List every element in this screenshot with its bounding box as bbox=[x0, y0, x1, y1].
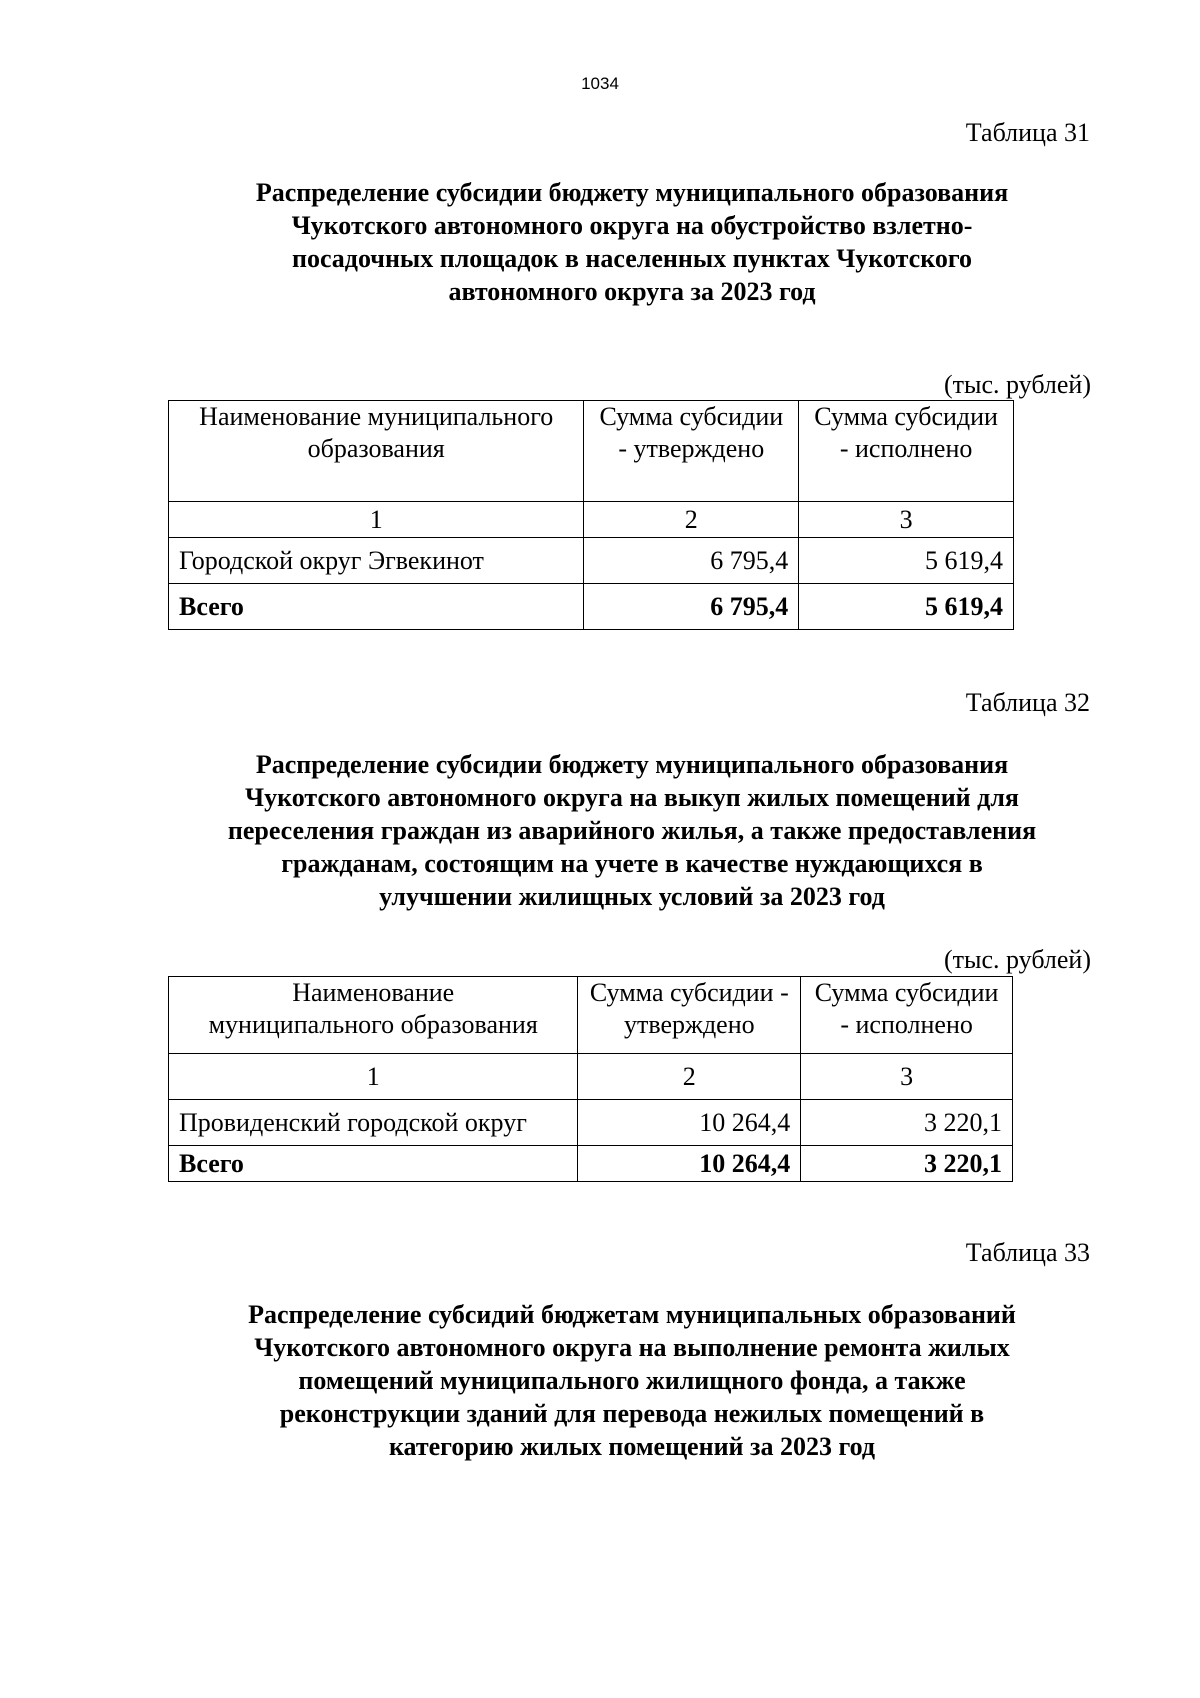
header-name bbox=[169, 977, 578, 1054]
column-number: 2 bbox=[584, 502, 799, 538]
column-number: 3 bbox=[799, 502, 1014, 538]
total-executed: 5 619,4 bbox=[799, 584, 1014, 630]
column-number-row bbox=[169, 502, 1014, 538]
header-line: утверждено bbox=[623, 1010, 755, 1039]
header-executed bbox=[799, 401, 1014, 502]
header-line: - утверждено bbox=[618, 434, 765, 463]
table-32-title bbox=[170, 748, 1094, 913]
header-line: - исполнено bbox=[840, 1010, 973, 1039]
total-label: Всего bbox=[169, 1146, 578, 1182]
executed-value: 5 619,4 bbox=[799, 538, 1014, 584]
table-header-row bbox=[169, 401, 1014, 502]
municipality-name: Провиденский городской округ bbox=[169, 1100, 578, 1146]
table-33-label: Таблица 33 bbox=[965, 1238, 1090, 1267]
header-line: Сумма субсидии - bbox=[589, 978, 789, 1007]
total-approved: 6 795,4 bbox=[584, 584, 799, 630]
title-line: Чукотского автономного округа на выполнение ремонта жилых bbox=[254, 1333, 1010, 1362]
table-31-title bbox=[170, 176, 1094, 308]
title-line: Распределение субсидии бюджету муниципального образования bbox=[255, 750, 1009, 779]
table-31-units: (тыс. рублей) bbox=[943, 370, 1091, 399]
header-line: - исполнено bbox=[839, 434, 973, 463]
total-approved: 10 264,4 bbox=[578, 1146, 801, 1182]
header-line: Сумма субсидии bbox=[599, 402, 784, 431]
header-executed bbox=[801, 977, 1013, 1054]
title-line: помещений муниципального жилищного фонда, а также bbox=[298, 1366, 966, 1395]
header-line: Наименование муниципального bbox=[199, 402, 554, 431]
header-line: муниципального образования bbox=[208, 1010, 538, 1039]
total-row bbox=[169, 1146, 1013, 1182]
table-33-title bbox=[170, 1298, 1094, 1463]
executed-value: 3 220,1 bbox=[801, 1100, 1013, 1146]
header-name bbox=[169, 401, 584, 502]
table-row bbox=[169, 1100, 1013, 1146]
page-number: 1034 bbox=[581, 74, 619, 93]
title-line: Распределение субсидии бюджету муниципального образования bbox=[255, 178, 1009, 207]
table-32-label: Таблица 32 bbox=[965, 688, 1090, 717]
title-line: улучшении жилищных условий за 2023 год bbox=[379, 882, 885, 911]
title-line: Распределение субсидий бюджетам муниципальных образований bbox=[248, 1300, 1016, 1329]
total-label: Всего bbox=[169, 584, 584, 630]
column-number: 1 bbox=[169, 1054, 578, 1100]
table-header-row bbox=[169, 977, 1013, 1054]
title-line: автономного округа за 2023 год bbox=[448, 277, 816, 306]
total-executed: 3 220,1 bbox=[801, 1146, 1013, 1182]
total-row bbox=[169, 584, 1014, 630]
header-line: Наименование bbox=[292, 978, 455, 1007]
header-approved bbox=[578, 977, 801, 1054]
column-number: 1 bbox=[169, 502, 584, 538]
table-32-units: (тыс. рублей) bbox=[943, 945, 1091, 974]
header-approved bbox=[584, 401, 799, 502]
title-line: реконструкции зданий для перевода нежилых помещений в bbox=[279, 1399, 985, 1428]
column-number: 2 bbox=[578, 1054, 801, 1100]
header-line: Сумма субсидии bbox=[814, 402, 998, 431]
header-line: образования bbox=[307, 434, 445, 463]
approved-value: 10 264,4 bbox=[578, 1100, 801, 1146]
column-number-row bbox=[169, 1054, 1013, 1100]
title-line: посадочных площадок в населенных пунктах Чукотского bbox=[291, 244, 973, 273]
table-32 bbox=[168, 976, 1013, 1182]
column-number: 3 bbox=[801, 1054, 1013, 1100]
table-31-label: Таблица 31 bbox=[965, 118, 1090, 147]
table-row bbox=[169, 538, 1014, 584]
table-31 bbox=[168, 400, 1014, 630]
title-line: гражданам, состоящим на учете в качестве нуждающихся в bbox=[281, 849, 983, 878]
municipality-name: Городской округ Эгвекинот bbox=[169, 538, 584, 584]
approved-value: 6 795,4 bbox=[584, 538, 799, 584]
title-line: Чукотского автономного округа на обустройство взлетно- bbox=[291, 211, 973, 240]
title-line: переселения граждан из аварийного жилья, а также предоставления bbox=[227, 816, 1037, 845]
title-line: категорию жилых помещений за 2023 год bbox=[388, 1432, 876, 1461]
header-line: Сумма субсидии bbox=[814, 978, 999, 1007]
title-line: Чукотского автономного округа на выкуп жилых помещений для bbox=[245, 783, 1019, 812]
